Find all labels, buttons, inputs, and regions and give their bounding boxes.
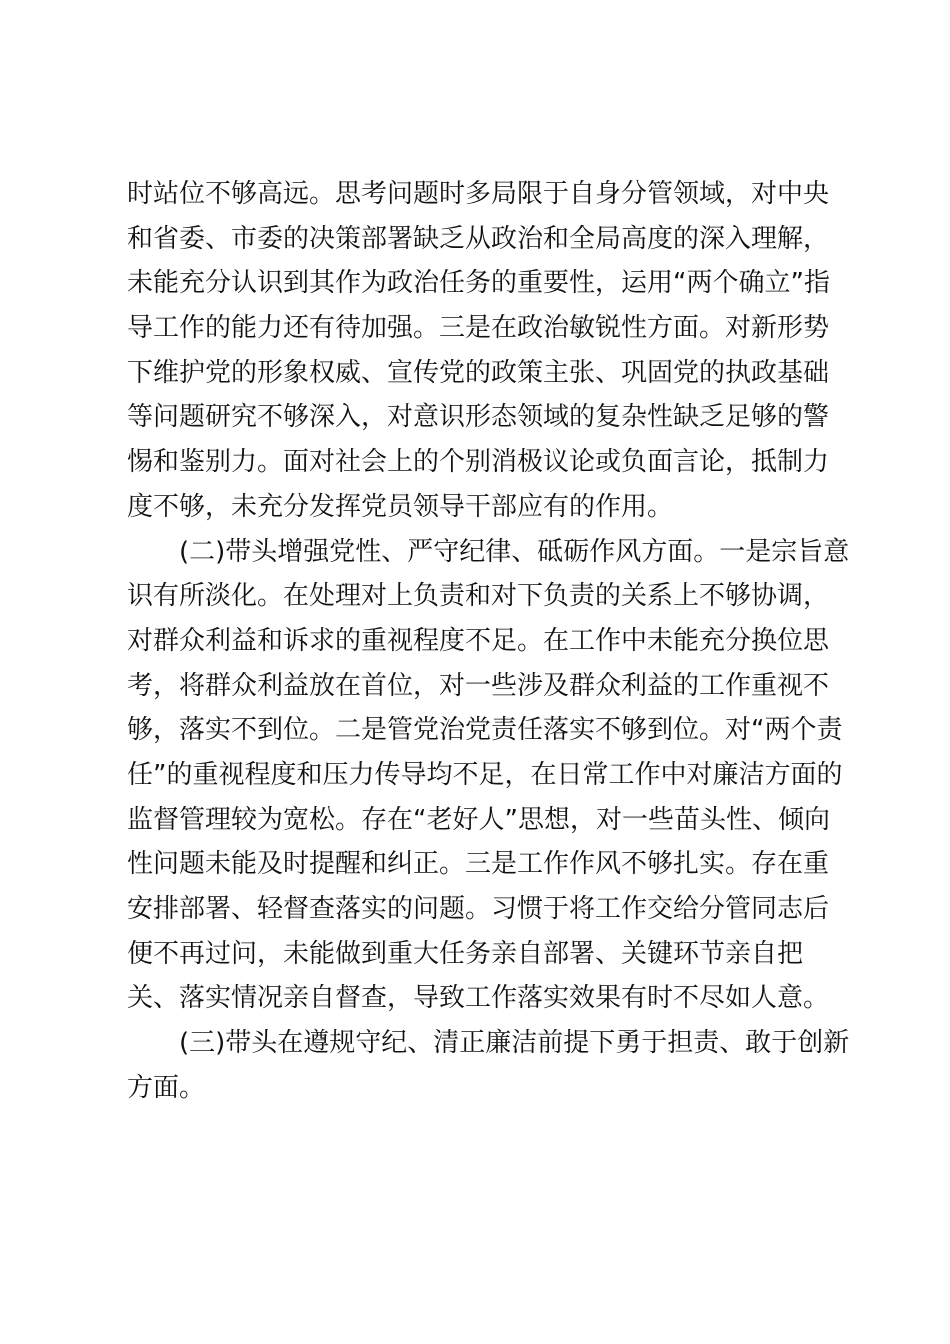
text-line: 监督管理较为宽松。存在“老好人”思想，对一些苗头性、倾向 (127, 804, 830, 835)
text-line: 方面。 (127, 1072, 206, 1103)
text-line: 考，将群众利益放在首位，对一些涉及群众利益的工作重视不 (127, 670, 830, 701)
section-heading-line: (二)带头增强党性、严守纪律、砥砺作风方面。一是宗旨意 (179, 536, 850, 567)
text-line: 导工作的能力还有待加强。三是在政治敏锐性方面。对新形势 (127, 313, 830, 344)
text-line: 对群众利益和诉求的重视程度不足。在工作中未能充分换位思 (127, 625, 830, 656)
text-line: 度不够，未充分发挥党员领导干部应有的作用。 (127, 491, 674, 522)
text-line: 和省委、市委的决策部署缺乏从政治和全局高度的深入理解， (127, 223, 830, 254)
body-text (127, 172, 850, 1110)
text-line: 够，落实不到位。二是管党治党责任落实不够到位。对“两个责 (127, 715, 843, 746)
section-heading-line: (三)带头在遵规守纪、清正廉洁前提下勇于担责、敢于创新 (179, 1028, 850, 1059)
text-line: 任”的重视程度和压力传导均不足，在日常工作中对廉洁方面的 (127, 759, 843, 790)
text-line: 等问题研究不够深入，对意识形态领域的复杂性缺乏足够的警 (127, 402, 830, 433)
text-line: 时站位不够高远。思考问题时多局限于自身分管领域，对中央 (127, 179, 830, 209)
text-line: 关、落实情况亲自督查，导致工作落实效果有时不尽如人意。 (127, 983, 830, 1014)
text-line: 便不再过问，未能做到重大任务亲自部署、关键环节亲自把 (127, 938, 804, 969)
text-line: 未能充分认识到其作为政治任务的重要性，运用“两个确立”指 (127, 268, 830, 299)
text-line: 识有所淡化。在处理对上负责和对下负责的关系上不够协调， (127, 581, 830, 612)
text-line: 下维护党的形象权威、宣传党的政策主张、巩固党的执政基础 (127, 357, 830, 388)
text-line: 惕和鉴别力。面对社会上的个别消极议论或负面言论，抵制力 (127, 447, 830, 478)
text-line: 性问题未能及时提醒和纠正。三是工作作风不够扎实。存在重 (127, 849, 830, 880)
text-line: 安排部署、轻督查落实的问题。习惯于将工作交给分管同志后 (127, 894, 830, 924)
